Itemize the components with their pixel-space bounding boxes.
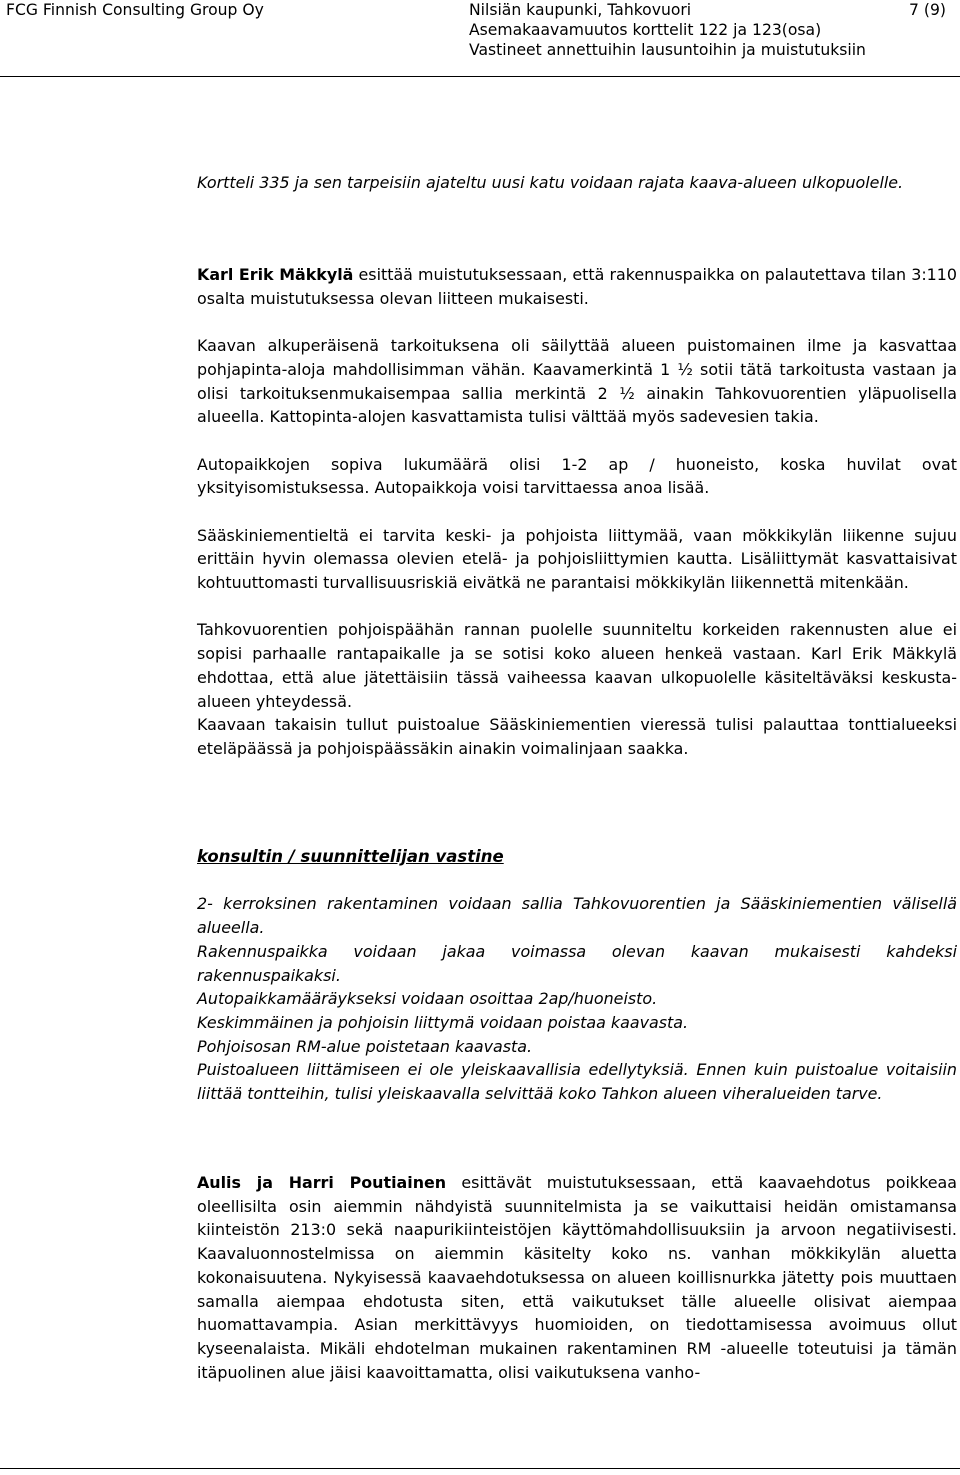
- vastine-heading: konsultin / suunnittelijan vastine: [197, 847, 504, 866]
- header-rule: [0, 76, 960, 77]
- vastine-block: [197, 845, 957, 1106]
- objection-paragraph-2: Kaavan alkuperäisenä tarkoituksena oli säilyttää alueen puistomainen ilme ja kasvattaa pohjapinta-aloja mahdollisimman vähän. Kaavamerkintä 1 ½ sotii tätä tarkoitusta vastaan ja olisi tarkoituksenmukaisempaa sallia merkintä 2 ½ ainakin Tahkovuorentien yläpuolisella alueella. Kattopinta-alojen kasvattamista tulisi välttää myös sadevesien takia.: [197, 336, 957, 427]
- vastine-list: [197, 892, 957, 1105]
- header-company: FCG Finnish Consulting Group Oy: [6, 1, 264, 19]
- response-paragraph: Kortteli 335 ja sen tarpeisiin ajateltu uusi katu voidaan rajata kaava-alueen ulkopuolelle.: [197, 173, 904, 192]
- vastine-item: Rakennuspaikka voidaan jakaa voimassa olevan kaavan mukaisesti kahdeksi rakennuspaikaksi.: [197, 941, 957, 985]
- vastine-item: 2- kerroksinen rakentaminen voidaan sallia Tahkovuorentien ja Sääskiniementien välisellä alueella.: [197, 894, 957, 938]
- objection-poutiainen: [197, 1171, 957, 1384]
- objection-text: esittää muistutuksessaan, että rakennuspaikka on palautettava tilan 3:110 osalta muistutuksessa olevan liitteen mukaisesti.: [197, 265, 958, 308]
- vastine-item: Keskimmäinen ja pohjoisin liittymä voidaan poistaa kaavasta.: [197, 1012, 689, 1032]
- objection-paragraph-4: Sääskiniementieltä ei tarvita keski- ja pohjoista liittymää, vaan mökkikylän liikenne sujuu erittäin hyvin olemassa olevien etelä- ja pohjoisliittymien kautta. Lisäliittymät kasvattaisivat kohtuuttomasti turvallisuusriskiä eivätkä ne parantaisi mökkikylän liikennettä mitenkään.: [197, 525, 957, 593]
- objector-name: Aulis ja Harri Poutiainen: [197, 1173, 447, 1192]
- vastine-item: Autopaikkamääräykseksi voidaan osoittaa 2ap/huoneisto.: [197, 989, 658, 1009]
- page-number: 7 (9): [909, 1, 946, 19]
- objection-makkyla: [197, 263, 957, 761]
- footer-rule: [0, 1468, 960, 1469]
- header-subtitle: Vastineet annettuihin lausuntoihin ja muistutuksiin: [469, 41, 866, 59]
- objection-paragraph-6: Kaavaan takaisin tullut puistoalue Sääskiniementien vieressä tulisi palauttaa tonttialueeksi eteläpäässä ja pohjoispäässäkin ainakin voimalinjaan saakka.: [197, 715, 957, 758]
- objection-paragraph-1: [197, 263, 957, 310]
- objection-text: esittävät muistutuksessaan, että kaavaehdotus poikkeaa oleellisilta osin aiemmin nähdyistä suunnitelmista ja se vaikuttaisi heidän omistamansa kiinteistön 213:0 sekä naapurikiinteistöjen käyttömahdollisuuksiin ja arvoon negatiivisesti. Kaavaluonnostelmissa on aiemmin käsitelty koko ns. vanhan mökkikylän aluetta kokonaisuutena. Nykyisessä kaavaehdotuksessa on alueen koillisnurkka jätetty pois muuttaen samalla aiempaa ehdotusta siten, että vaikutukset tälle alueelle olisivat aiempaa huomattavampia. Asian merkittävyys huomioiden, on tiedottamisessa avoimuus ollut kyseenalaista. Mikäli ehdotelman mukainen rakentaminen RM -alueelle toteutuisi ja tämän itäpuolinen alue jäisi kaavoittamatta, olisi vaikutuksena vanho-: [197, 1173, 957, 1382]
- header-info: [469, 0, 866, 60]
- vastine-item: Puistoalueen liittämiseen ei ole yleiskaavallisia edellytyksiä. Ennen kuin puistoalue voitaisiin liittää tontteihin, tulisi yleiskaavalla selvittää koko Tahkon alueen viheralueiden tarve.: [197, 1060, 957, 1104]
- objection-paragraph: [197, 1171, 957, 1384]
- vastine-item: Pohjoisosan RM-alue poistetaan kaavasta.: [197, 1036, 533, 1056]
- header-municipality: Nilsiän kaupunki, Tahkovuori: [469, 1, 692, 19]
- objector-name: Karl Erik Mäkkylä: [197, 265, 354, 284]
- header-plan-title: Asemakaavamuutos korttelit 122 ja 123(osa): [469, 21, 822, 39]
- response-block-1: [197, 171, 957, 218]
- objection-paragraph-5: Tahkovuorentien pohjoispäähän rannan puolelle suunniteltu korkeiden rakennusten alue ei sopisi parhaalle rantapaikalle ja se sotisi koko alueen henkeä vastaan. Karl Erik Mäkkylä ehdottaa, että alue jätettäisiin tässä vaiheessa kaavan ulkopuolelle käsiteltäväksi keskusta-alueen yhteydessä.: [197, 620, 957, 711]
- objection-paragraph-3: Autopaikkojen sopiva lukumäärä olisi 1-2 ap / huoneisto, koska huvilat ovat yksityisomistuksessa. Autopaikkoja voisi tarvittaessa anoa lisää.: [197, 454, 957, 498]
